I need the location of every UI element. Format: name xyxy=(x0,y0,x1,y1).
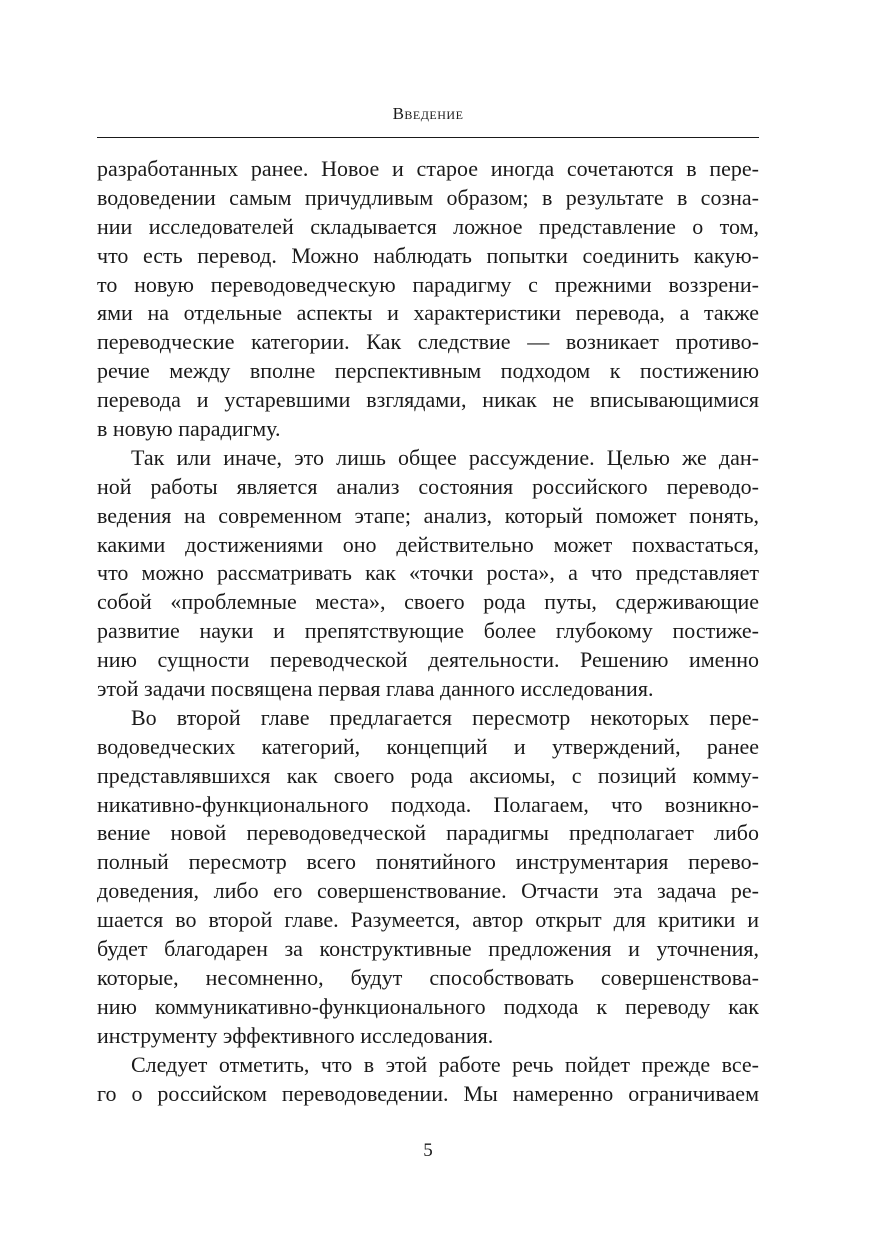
text-line: что есть перевод. Можно наблюдать попытки соединить какую- xyxy=(97,242,759,268)
text-line: ной работы является анализ состояния российского переводо- xyxy=(97,473,759,499)
text-line: никативно-функционального подхода. Полагаем, что возникно- xyxy=(97,791,759,817)
text-line: разработанных ранее. Новое и старое иногда сочетаются в пере- xyxy=(97,156,759,181)
text-line: будет благодарен за конструктивные предложения и уточнения, xyxy=(97,936,759,962)
body-text xyxy=(97,155,759,1108)
text-line: которые, несомненно, будут способствовать совершенствова- xyxy=(97,964,759,990)
paragraph-2 xyxy=(97,444,759,704)
text-line: представлявшихся как своего рода аксиомы, с позиций комму- xyxy=(97,762,759,788)
text-line: речие между вполне перспективным подходом к постижению xyxy=(97,358,759,384)
text-line: доведения, либо его совершенствование. Отчасти эта задача ре- xyxy=(97,878,759,904)
text-line: нию сущности переводческой деятельности. Решению именно xyxy=(97,647,759,673)
text-line: что можно рассматривать как «точки роста», а что представляет xyxy=(97,560,759,586)
text-line: Следует отметить, что в этой работе речь пойдет прежде все- xyxy=(131,1051,759,1077)
text-line: то новую переводоведческую парадигму с прежними воззрени- xyxy=(97,271,759,297)
text-line: ведения на современном этапе; анализ, который поможет понять, xyxy=(97,502,759,528)
text-line: водоведческих категорий, концепций и утверждений, ранее xyxy=(97,733,759,759)
text-line: Во второй главе предлагается пересмотр некоторых пере- xyxy=(131,704,759,730)
text-line: какими достижениями оно действительно может похвастаться, xyxy=(97,531,759,557)
text-line: ями на отдельные аспекты и характеристики перевода, а также xyxy=(97,300,759,326)
text-line: развитие науки и препятствующие более глубокому постиже- xyxy=(97,618,759,644)
text-line: собой «проблемные места», своего рода путы, сдерживающие xyxy=(97,589,759,615)
text-line: инструменту эффективного исследования. xyxy=(97,1022,494,1048)
header-rule xyxy=(97,137,759,138)
text-line: нии исследователей складывается ложное представление о том, xyxy=(97,213,759,239)
text-line: вение новой переводоведческой парадигмы предполагает либо xyxy=(97,820,759,846)
paragraph-3 xyxy=(97,704,759,1051)
paragraph-1 xyxy=(97,155,759,444)
text-line: перевода и устаревшими взглядами, никак не вписывающимися xyxy=(97,387,759,413)
text-line: шается во второй главе. Разумеется, автор открыт для критики и xyxy=(97,907,759,933)
running-head: Введение xyxy=(392,104,464,123)
text-line: переводческие категории. Как следствие — возникает противо- xyxy=(97,329,759,355)
page-number: 5 xyxy=(423,1140,433,1161)
paragraph-4 xyxy=(97,1051,759,1109)
text-line: нию коммуникативно-функционального подхода к переводу как xyxy=(97,993,759,1019)
text-line: водоведении самым причудливым образом; в результате в созна- xyxy=(97,184,759,210)
text-line: этой задачи посвящена первая глава данного исследования. xyxy=(97,676,654,702)
text-line: в новую парадигму. xyxy=(97,416,281,442)
text-line: полный пересмотр всего понятийного инструментария перево- xyxy=(97,849,759,875)
text-line: го о российском переводоведении. Мы намеренно ограничиваем xyxy=(97,1080,759,1106)
text-line: Так или иначе, это лишь общее рассуждение. Целью же дан- xyxy=(131,444,759,470)
